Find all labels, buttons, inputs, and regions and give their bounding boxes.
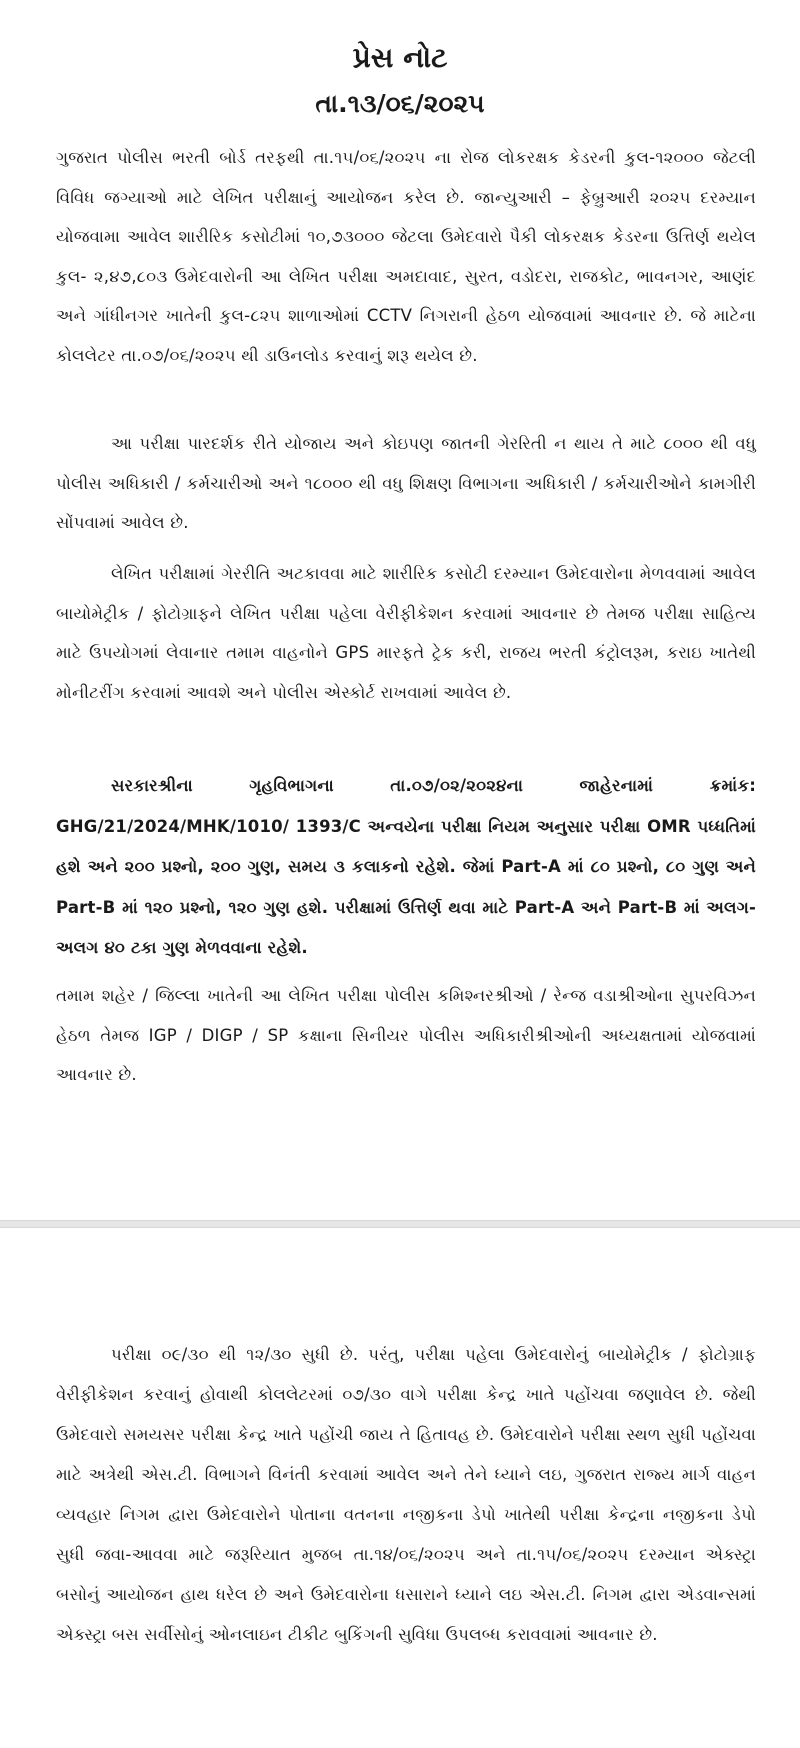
paragraph-supervision: તમામ શહેર / જિલ્લા ખાતેની આ લેખિત પરીક્ષા પોલીસ કમિશ્નરશ્રીઓ / રેન્જ વડાશ્રીઓના સુપરવિઝન હેઠળ તેમજ IGP / DIGP / SP કક્ષાના સિનીયર પોલીસ અધિકારીશ્રીઓની અધ્યક્ષતામાં યોજવામાં આવનાર છે. xyxy=(56,986,756,1084)
paragraph-staff-deployment: આ પરીક્ષા પારદર્શક રીતે યોજાય અને કોઇપણ જાતની ગેરરિતી ન થાય તે માટે ૮૦૦૦ થી વધુ પોલીસ અધિકારી / કર્મચારીઓ અને ૧૮૦૦૦ થી વધુ શિક્ષણ વિભાગના અધિકારી / કર્મચારીઓને કામગીરી સોંપવામાં આવેલ છે. xyxy=(56,434,756,532)
paragraph-exam-overview: ગુજરાત પોલીસ ભરતી બોર્ડ તરફથી તા.૧૫/૦૬/૨૦૨૫ ના રોજ લોકરક્ષક કેડરની કુલ-૧૨૦૦૦ જેટલી વિવિધ જગ્યાઓ માટે લેખિત પરીક્ષાનું આયોજન કરેલ છે. જાન્યુઆરી – ફેબ્રુઆરી ૨૦૨૫ દરમ્યાન યોજવામા આવેલ શારીરિક કસોટીમાં ૧૦,૭૩૦૦૦ જેટલા ઉમેદવારો પૈકી લોકરક્ષક કેડરના ઉત્તિર્ણ થયેલ કુલ- ૨,૪૭,૮૦૩ ઉમેદવારોની આ લેખિત પરીક્ષા અમદાવાદ, સુરત, વડોદરા, રાજકોટ, ભાવનગર, આણંદ અને ગાંધીનગર ખાતેની કુલ-૮૨૫ શાળાઓમાં CCTV નિગરાની હેઠળ યોજવામાં આવનાર છે. જે માટેના કોલલેટર તા.૦૭/૦૬/૨૦૨૫ થી ડાઉનલોડ કરવાનું શરૂ થયેલ છે. xyxy=(56,148,756,365)
press-note-date: તા.૧૩/૦૬/૨૦૨૫ xyxy=(315,89,485,118)
page-divider xyxy=(0,1220,800,1228)
paragraph-exam-rules: સરકારશ્રીના ગૃહવિભાગના તા.૦૭/૦૨/૨૦૨૪ના જાહેરનામાં ક્રમાંક: GHG/21/2024/MHK/1010/ 1393/C અન્વયેના પરીક્ષા નિયમ અનુસાર પરીક્ષા OMR પધ્ધતિમાં હશે અને ૨૦૦ પ્રશ્નો, ૨૦૦ ગુણ, સમય ૩ કલાકનો રહેશે. જેમાં Part-A માં ૮૦ પ્રશ્નો, ૮૦ ગુણ અને Part-B માં ૧૨૦ પ્રશ્નો, ૧૨૦ ગુણ હશે. પરીક્ષામાં ઉત્તિર્ણ થવા માટે Part-A અને Part-B માં અલગ-અલગ ૪૦ ટકા ગુણ મેળવવાના રહેશે. xyxy=(56,776,756,957)
page-title: પ્રેસ નોટ xyxy=(352,41,448,74)
paragraph-exam-timing-transport: પરીક્ષા ૦૯/૩૦ થી ૧૨/૩૦ સુધી છે. પરંતુ, પરીક્ષા પહેલા ઉમેદવારોનું બાયોમેટ્રીક / ફોટોગ્રાફ વેરીફીકેશન કરવાનું હોવાથી કોલલેટરમાં ૦૭/૩૦ વાગે પરીક્ષા કેન્દ્ર ખાતે પહોંચવા જણાવેલ છે. જેથી ઉમેદવારો સમયસર પરીક્ષા કેન્દ્ર ખાતે પહોંચી જાય તે હિતાવહ છે. ઉમેદવારોને પરીક્ષા સ્થળ સુધી પહોંચવા માટે અત્રેથી એસ.ટી. વિભાગને વિનંતી કરવામાં આવેલ અને તેને ધ્યાને લઇ, ગુજરાત રાજ્ય માર્ગ વાહન વ્યવહાર નિગમ દ્વારા ઉમેદવારોને પોતાના વતનના નજીકના ડેપો ખાતેથી પરીક્ષા કેન્દ્રના નજીકના ડેપો સુધી જવા-આવવા માટે જરૂરિયાત મુજબ તા.૧૪/૦૬/૨૦૨૫ અને તા.૧૫/૦૬/૨૦૨૫ દરમ્યાન એક્સ્ટ્રા બસોનું આયોજન હાથ ધરેલ છે અને ઉમેદવારોના ધસારાને ધ્યાને લઇ એસ.ટી. નિગમ દ્વારા એડવાન્સમાં એક્સ્ટ્રા બસ સર્વીસોનું ઓનલાઇન ટીકીટ બુકિંગની સુવિધા ઉપલબ્ધ કરાવવામાં આવનાર છે. xyxy=(56,1345,756,1644)
paragraph-biometric-verification: લેખિત પરીક્ષામાં ગેરરીતિ અટકાવવા માટે શારીરિક કસોટી દરમ્યાન ઉમેદવારોના મેળવવામાં આવેલ બાયોમેટ્રીક / ફોટોગ્રાફને લેખિત પરીક્ષા પહેલા વેરીફીકેશન કરવામાં આવનાર છે તેમજ પરીક્ષા સાહિત્ય માટે ઉપયોગમાં લેવાનાર તમામ વાહનોને GPS મારફતે ટ્રેક કરી, રાજય ભરતી કંટ્રોલરૂમ, કરાઇ ખાતેથી મોનીટરીંગ કરવામાં આવશે અને પોલીસ એસ્કોર્ટ રાખવામાં આવેલ છે. xyxy=(56,564,756,702)
